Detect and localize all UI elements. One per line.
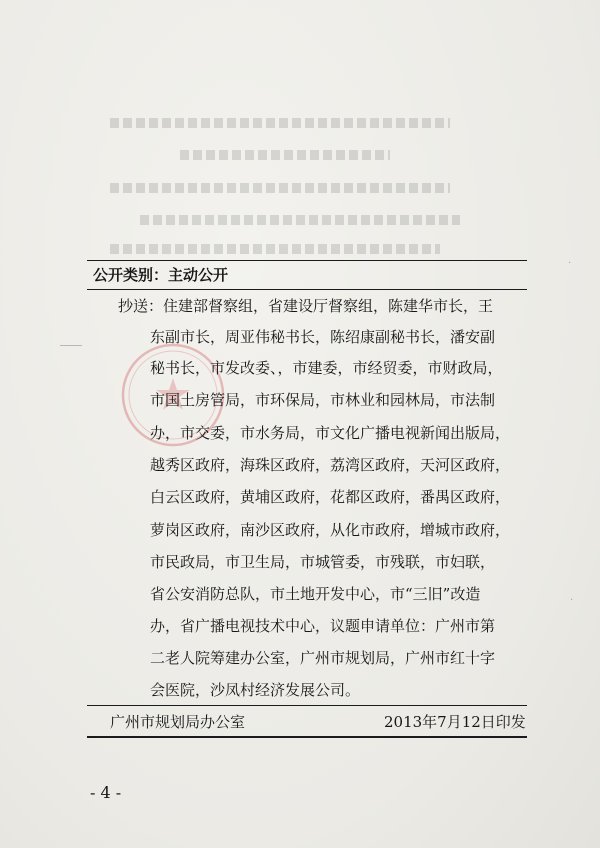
footer-rule xyxy=(87,736,527,738)
scan-mark xyxy=(60,345,82,346)
cc-line: 东副市长，周亚伟秘书长，陈绍康副秘书长，潘安副 xyxy=(150,328,496,346)
disclosure-category: 公开类别：主动公开 xyxy=(93,266,229,284)
cc-line: 市国土房管局，市环保局，市林业和园林局，市法制 xyxy=(150,391,496,409)
bleed-through-line xyxy=(110,183,450,193)
page-number: - 4 - xyxy=(90,783,122,802)
bleed-through-line xyxy=(110,118,450,128)
cc-line: 抄送：住建部督察组，省建设厅督察组，陈建华市长，王 xyxy=(118,297,494,315)
disclosure-rule xyxy=(87,289,527,290)
cc-line: 市民政局，市卫生局，市城管委，市残联，市妇联， xyxy=(150,553,496,571)
scan-mark: · xyxy=(568,258,572,269)
scan-mark: · xyxy=(570,595,574,606)
bleed-through-line xyxy=(110,244,440,254)
bleed-through-line xyxy=(180,150,390,160)
cc-line: 办，省广播电视技术中心，议题申请单位：广州市第 xyxy=(150,617,496,635)
cc-line: 省公安消防总队，市土地开发中心，市“三旧”改造 xyxy=(150,585,481,603)
cc-line: 白云区政府，黄埔区政府，花都区政府，番禺区政府， xyxy=(150,488,511,506)
issuer-office: 广州市规划局办公室 xyxy=(110,713,246,731)
issue-date: 2013年7月12日印发 xyxy=(384,713,526,731)
cc-line: 二老人院筹建办公室，广州市规划局，广州市红十字 xyxy=(150,649,496,667)
cc-bottom-rule xyxy=(87,705,527,706)
top-rule xyxy=(87,260,527,261)
cc-line: 办，市交委，市水务局，市文化广播电视新闻出版局， xyxy=(150,424,511,442)
cc-line: 秘书长，市发改委、，市建委，市经贸委，市财政局， xyxy=(150,359,503,377)
bleed-through-line xyxy=(140,215,460,225)
cc-line: 萝岗区政府，南沙区政府，从化市政府，增城市政府， xyxy=(150,521,511,539)
cc-line: 会医院，沙凤村经济发展公司。 xyxy=(150,681,361,699)
cc-line: 越秀区政府，海珠区政府，荔湾区政府，天河区政府， xyxy=(150,456,511,474)
